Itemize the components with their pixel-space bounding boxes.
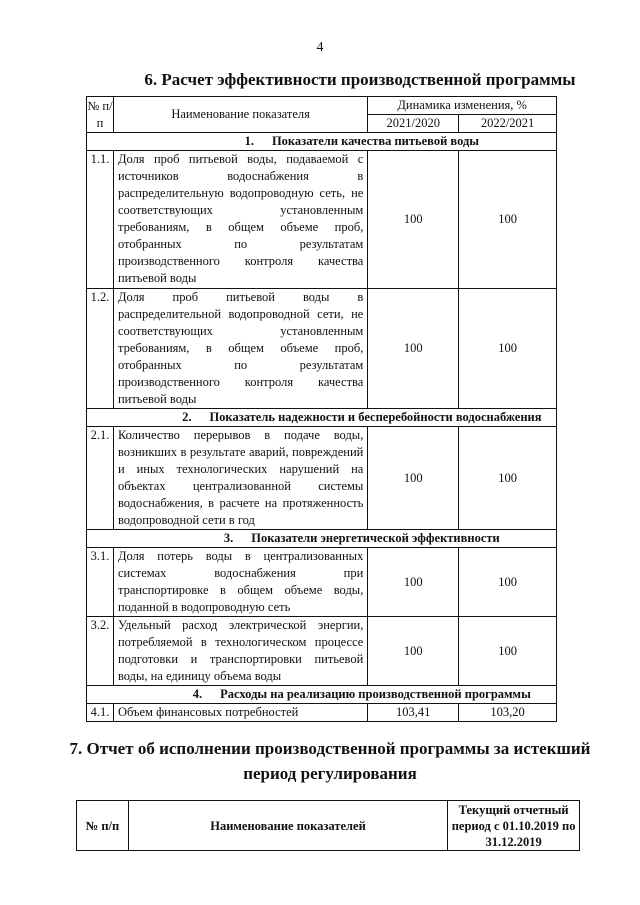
- report-header-period: Текущий отчетный период с 01.10.2019 по 31.12.2019: [448, 801, 580, 851]
- section-title: Показатели качества питьевой воды: [271, 134, 480, 148]
- report-header-name: Наименование показателей: [128, 801, 447, 851]
- section-7-title: 7. Отчет об исполнении производственной программы за истекший период регулирования: [69, 739, 591, 783]
- header-num: № п/п: [87, 97, 114, 133]
- row-value-2021: 100: [368, 151, 459, 289]
- section-6-title: 6. Расчет эффективности производственной программы: [144, 70, 576, 89]
- row-name: Количество перерывов в подаче воды, возникших в результате аварий, повреждений и иных технологических нарушений на объектах централизованной системы водоснабжения, в расчете на протяженность водопроводной сети в год: [113, 427, 367, 530]
- report-table: [76, 800, 580, 851]
- table-row: [87, 151, 557, 289]
- report-header-num: № п/п: [77, 801, 129, 851]
- section-number: 4.: [192, 687, 203, 701]
- row-value-2021: 100: [368, 548, 459, 617]
- row-number: 4.1.: [87, 704, 114, 722]
- row-value-2021: 100: [368, 617, 459, 686]
- page-number: 4: [316, 40, 324, 55]
- row-number: 2.1.: [87, 427, 114, 530]
- row-value-2022: 100: [459, 289, 557, 409]
- row-number: 3.2.: [87, 617, 114, 686]
- section-heading: [87, 686, 557, 704]
- row-value-2022: 100: [459, 617, 557, 686]
- section-heading: [87, 409, 557, 427]
- section-number: 1.: [244, 134, 254, 148]
- row-value-2022: 100: [459, 548, 557, 617]
- row-name: Доля потерь воды в централизованных системах водоснабжения при транспортировке в общем объеме воды, поданной в водопроводную сеть: [113, 548, 367, 617]
- row-name: Объем финансовых потребностей: [113, 704, 367, 722]
- table-row: [87, 704, 557, 722]
- header-col-2021: 2021/2020: [368, 115, 459, 133]
- header-name: Наименование показателя: [113, 97, 367, 133]
- header-dynamics: Динамика изменения, %: [368, 97, 557, 115]
- section-title: Показатель надежности и бесперебойности водоснабжения: [209, 410, 542, 424]
- row-value-2021: 103,41: [368, 704, 459, 722]
- row-value-2021: 100: [368, 289, 459, 409]
- efficiency-table: [86, 96, 557, 722]
- table-row: [87, 548, 557, 617]
- row-value-2022: 103,20: [459, 704, 557, 722]
- row-value-2022: 100: [459, 151, 557, 289]
- row-name: Доля проб питьевой воды в распределительной водопроводной сети, не соответствующих установленным требованиям, в общем объеме проб, отобранных по результатам производственного контроля качества питьевой воды: [113, 289, 367, 409]
- header-col-2022: 2022/2021: [459, 115, 557, 133]
- row-name: Удельный расход электрической энергии, потребляемой в технологическом процессе подготовки и транспортировки питьевой воды, на единицу объема воды: [113, 617, 367, 686]
- row-number: 1.1.: [87, 151, 114, 289]
- row-number: 1.2.: [87, 289, 114, 409]
- table-row: [87, 289, 557, 409]
- section-heading: [87, 133, 557, 151]
- row-number: 3.1.: [87, 548, 114, 617]
- section-number: 2.: [182, 410, 192, 424]
- section-heading: [87, 530, 557, 548]
- table-row: [87, 617, 557, 686]
- section-number: 3.: [223, 531, 234, 545]
- table-row: [87, 427, 557, 530]
- row-value-2021: 100: [368, 427, 459, 530]
- row-value-2022: 100: [459, 427, 557, 530]
- section-title: Расходы на реализацию производственной программы: [220, 687, 531, 701]
- row-name: Доля проб питьевой воды, подаваемой с источников водоснабжения в распределительную водопроводную сеть, не соответствующих установленным требованиям, в общем объеме проб, отобранных по результатам производственного контроля качества питьевой воды: [113, 151, 367, 289]
- section-title: Показатели энергетической эффективности: [251, 531, 500, 545]
